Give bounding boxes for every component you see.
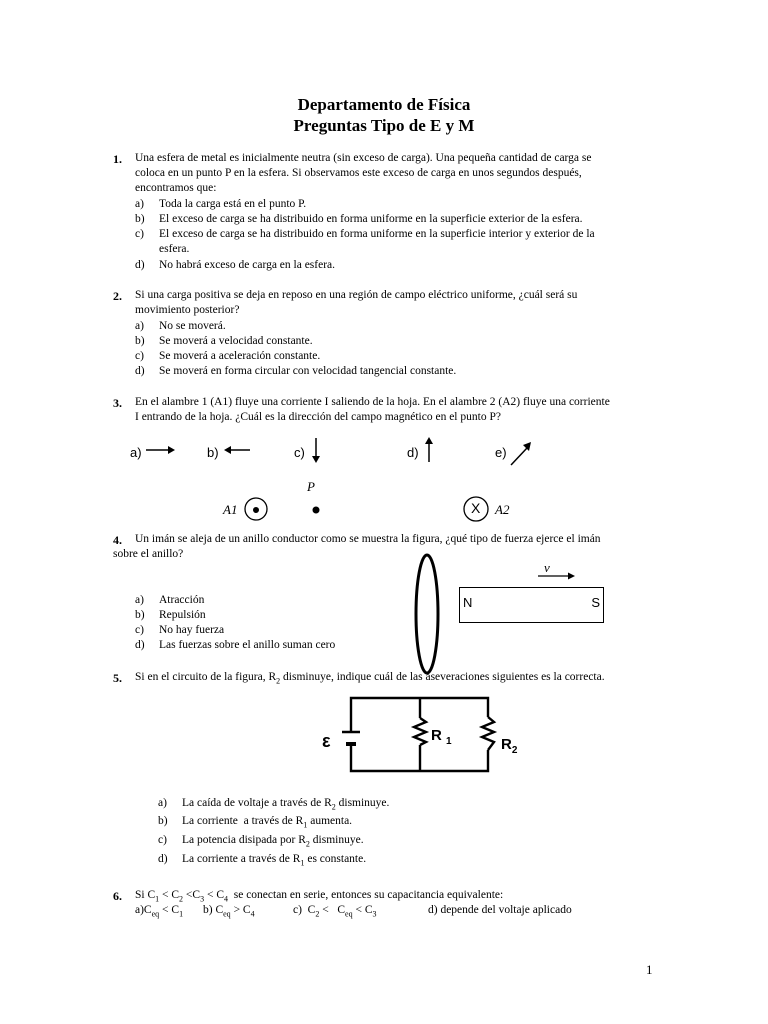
arrow-diagonal-icon — [509, 441, 533, 467]
wire-a2-label: A2 — [495, 502, 510, 517]
question-text: Un imán se aleja de un anillo conductor como se muestra la figura, ¿qué tipo de fuerza ejerce el imán — [135, 533, 601, 545]
conducting-ring-icon — [410, 552, 444, 676]
question-number: 6. — [113, 889, 122, 903]
question-number: 4. — [113, 533, 122, 547]
r2-label: $R_2$ — [501, 736, 518, 756]
question-text: En el alambre 1 (A1) fluye una corriente I saliendo de la hoja. En el alambre 2 (A2) fluye una corriente — [135, 396, 610, 408]
arrow-left-icon — [224, 443, 252, 457]
magnet — [459, 587, 604, 623]
question-text: movimiento posterior? — [135, 304, 240, 316]
point-p-dot — [311, 505, 321, 515]
velocity-arrow-icon — [538, 571, 578, 581]
page-number: 1 — [646, 962, 653, 977]
question-text: Si una carga positiva se deja en reposo en una región de campo eléctrico uniforme, ¿cuál será su — [135, 289, 578, 301]
page-title: Departamento de Física — [297, 95, 471, 114]
question-text: Si en el circuito de la figura, $R_2$ disminuye, indique cuál de las aseveraciones siguientes es la correcta. — [135, 671, 605, 686]
choice-label-c: c) — [294, 445, 305, 460]
question-text: encontramos que: — [135, 182, 217, 194]
question-text: coloca en un punto P en la esfera. Si observamos este exceso de carga en unos segundos después, — [135, 167, 582, 179]
option-c: c) $C_2 < C_{eq} < C_3$ — [293, 904, 377, 919]
emf-label: ε — [322, 731, 331, 751]
question-number: 3. — [113, 396, 122, 410]
question-number: 1. — [113, 152, 122, 166]
cross-mark: X — [471, 500, 481, 516]
question-text: Si $C_1 < C_2 <C_3 < C_4$ se conectan en serie, entonces su capacitancia equivalente: — [135, 889, 504, 904]
magnet-south-label: S — [591, 595, 600, 610]
question-number: 2. — [113, 289, 122, 303]
option-a: $a)C_{eq} < C_1$ — [135, 904, 184, 919]
question-number: 5. — [113, 671, 122, 685]
choice-label-e: e) — [495, 445, 507, 460]
page-subtitle: Preguntas Tipo de E y M — [293, 116, 475, 135]
circuit-diagram — [320, 690, 530, 780]
arrow-right-icon — [146, 443, 176, 457]
question-text: sobre el anillo? — [113, 548, 184, 560]
option-d: d) depende del voltaje aplicado — [428, 904, 572, 916]
question-text: I entrando de la hoja. ¿Cuál es la dirección del campo magnético en el punto P? — [135, 411, 501, 423]
option-b: b) $C_{eq} > C_4$ — [203, 904, 255, 919]
wire-out-of-page-icon — [244, 496, 268, 522]
wire-a1-label: A1 — [223, 502, 238, 517]
arrow-up-icon — [423, 437, 435, 463]
choice-label-a: a) — [130, 445, 142, 460]
velocity-label: v — [544, 560, 550, 575]
question-text: Una esfera de metal es inicialmente neutra (sin exceso de carga). Una pequeña cantidad de carga se — [135, 152, 592, 164]
r1-label: R $_1$ — [431, 727, 452, 747]
point-p-label: P — [307, 479, 315, 494]
choice-label-b: b) — [207, 445, 219, 460]
arrow-down-icon — [310, 438, 322, 464]
choice-label-d: d) — [407, 445, 419, 460]
magnet-north-label: N — [463, 595, 473, 610]
